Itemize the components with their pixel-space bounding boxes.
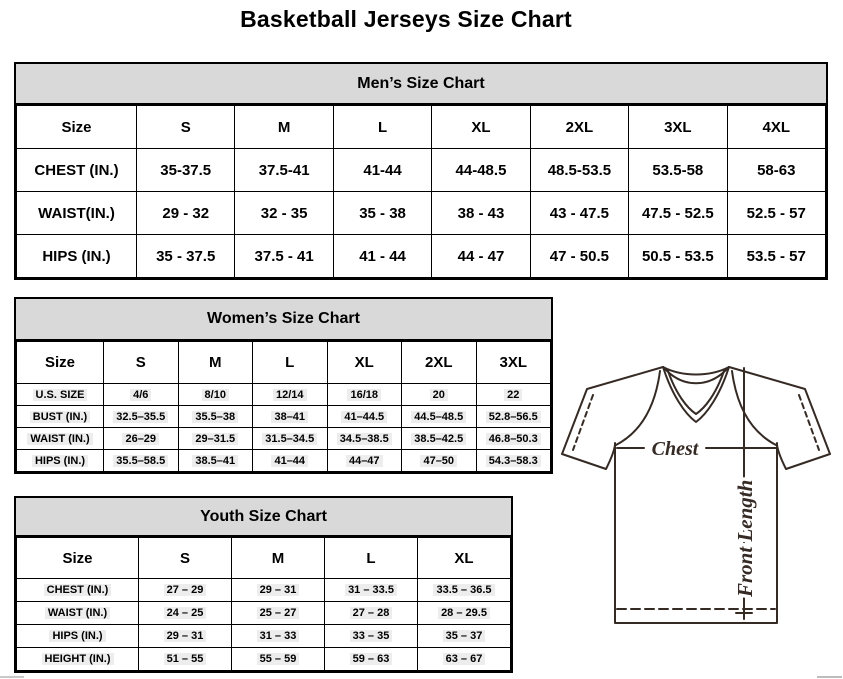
left-sleeve-outline xyxy=(562,367,663,469)
cell-text: BUST (IN.) xyxy=(30,411,90,423)
cell-text: 35.5–58.5 xyxy=(113,455,168,467)
size-value-cell xyxy=(727,149,825,192)
size-value-cell xyxy=(402,450,477,472)
cell-text: 27 – 29 xyxy=(164,584,207,596)
cell-text: 59 – 63 xyxy=(350,653,393,665)
table-row xyxy=(17,450,551,472)
cell-text: WAIST(IN.) xyxy=(38,204,115,222)
size-value-cell xyxy=(253,384,328,406)
size-value-cell xyxy=(530,149,628,192)
cell-text: 41-44 xyxy=(363,161,402,179)
cell-text: 41 - 44 xyxy=(359,247,406,265)
womens-chart-title: Women’s Size Chart xyxy=(16,299,551,341)
column-header: L xyxy=(333,106,431,149)
size-value-cell xyxy=(530,235,628,278)
size-value-cell xyxy=(178,406,253,428)
table-row xyxy=(17,384,551,406)
womens-table xyxy=(16,341,551,472)
cell-text: 37.5 - 41 xyxy=(254,247,314,265)
table-row xyxy=(17,428,551,450)
column-header: XL xyxy=(327,342,402,384)
youth-table xyxy=(16,537,511,671)
scrollbar-fragment-left[interactable] xyxy=(0,676,24,678)
cell-text: 22 xyxy=(504,389,522,401)
cell-text: 31 – 33 xyxy=(257,630,300,642)
column-header: S xyxy=(104,342,179,384)
measurement-annotations xyxy=(617,368,776,619)
cell-text: 29 – 31 xyxy=(164,630,207,642)
cell-text: 58-63 xyxy=(757,161,796,179)
cell-text: 52.8–56.5 xyxy=(486,411,541,423)
size-value-cell xyxy=(325,625,418,648)
size-value-cell xyxy=(629,192,727,235)
row-label-cell xyxy=(17,192,137,235)
cell-text: 35-37.5 xyxy=(160,161,212,179)
collar-back-curve-outer xyxy=(663,367,729,375)
cell-text: 38 - 43 xyxy=(457,204,505,222)
column-header: L xyxy=(325,538,418,579)
size-value-cell xyxy=(402,428,477,450)
cell-text: 20 xyxy=(430,389,448,401)
row-label-cell xyxy=(17,235,137,278)
size-value-cell xyxy=(235,149,333,192)
row-label-cell xyxy=(17,579,139,602)
column-header: M xyxy=(232,538,325,579)
size-value-cell xyxy=(432,192,530,235)
column-header: Size xyxy=(17,342,104,384)
size-value-cell xyxy=(139,602,232,625)
size-value-cell xyxy=(232,579,325,602)
column-header: L xyxy=(253,342,328,384)
table-row xyxy=(17,625,511,648)
size-value-cell xyxy=(727,235,825,278)
size-value-cell xyxy=(104,450,179,472)
size-value-cell xyxy=(139,648,232,671)
size-value-cell xyxy=(253,406,328,428)
size-value-cell xyxy=(232,625,325,648)
cell-text: HIPS (IN.) xyxy=(32,455,88,467)
size-value-cell xyxy=(235,192,333,235)
cell-text: CHEST (IN.) xyxy=(44,584,112,596)
cell-text: 52.5 - 57 xyxy=(746,204,806,222)
cell-text: 33.5 – 36.5 xyxy=(433,584,494,596)
size-value-cell xyxy=(327,450,402,472)
size-value-cell xyxy=(327,428,402,450)
size-value-cell xyxy=(104,384,179,406)
size-value-cell xyxy=(232,602,325,625)
cell-text: 43 - 47.5 xyxy=(549,204,609,222)
cell-text: 24 – 25 xyxy=(164,607,207,619)
row-label-cell xyxy=(17,149,137,192)
cell-text: U.S. SIZE xyxy=(33,389,88,401)
size-value-cell xyxy=(325,602,418,625)
cell-text: 35.5–38 xyxy=(192,411,238,423)
womens-size-chart-table xyxy=(14,297,553,474)
cell-text: 29 - 32 xyxy=(162,204,210,222)
mens-size-chart-table xyxy=(14,62,828,280)
cell-text: 47–50 xyxy=(420,455,457,467)
right-armhole-seam xyxy=(732,371,776,445)
jersey-measurement-diagram xyxy=(557,357,842,652)
scrollbar-fragment-right[interactable] xyxy=(817,676,842,678)
column-header: M xyxy=(178,342,253,384)
mens-chart-title: Men’s Size Chart xyxy=(16,64,826,105)
size-value-cell xyxy=(178,384,253,406)
row-label-cell xyxy=(17,384,104,406)
column-header: 3XL xyxy=(629,106,727,149)
cell-text: 44–47 xyxy=(346,455,383,467)
cell-text: 8/10 xyxy=(202,389,229,401)
table-row xyxy=(17,192,826,235)
header-row xyxy=(17,538,511,579)
cell-text: 35 - 38 xyxy=(359,204,406,222)
youth-chart-title: Youth Size Chart xyxy=(16,498,511,537)
size-value-cell xyxy=(418,625,511,648)
cell-text: 4/6 xyxy=(130,389,151,401)
size-value-cell xyxy=(418,648,511,671)
column-header: 3XL xyxy=(476,342,551,384)
size-value-cell xyxy=(727,192,825,235)
cell-text: 53.5 - 57 xyxy=(746,247,806,265)
womens-table-body xyxy=(17,384,551,472)
mens-table-header xyxy=(17,106,826,149)
size-value-cell xyxy=(333,235,431,278)
cell-text: 35 - 37.5 xyxy=(156,247,216,265)
cell-text: 54.3–58.3 xyxy=(486,455,541,467)
size-value-cell xyxy=(104,428,179,450)
size-value-cell xyxy=(629,149,727,192)
cell-text: CHEST (IN.) xyxy=(34,161,119,179)
size-value-cell xyxy=(327,384,402,406)
column-header: S xyxy=(137,106,235,149)
cell-text: 34.5–38.5 xyxy=(337,433,392,445)
right-cuff-dashed-line xyxy=(799,395,819,450)
size-value-cell xyxy=(418,579,511,602)
size-value-cell xyxy=(253,450,328,472)
cell-text: WAIST (IN.) xyxy=(27,433,92,445)
cell-text: 41–44 xyxy=(271,455,308,467)
cell-text: 25 – 27 xyxy=(257,607,300,619)
size-value-cell xyxy=(476,450,551,472)
left-armhole-seam xyxy=(616,371,660,445)
size-value-cell xyxy=(178,450,253,472)
cell-text: 33 – 35 xyxy=(350,630,393,642)
size-value-cell xyxy=(137,192,235,235)
cell-text: WAIST (IN.) xyxy=(45,607,110,619)
cell-text: 46.8–50.3 xyxy=(486,433,541,445)
page-title: Basketball Jerseys Size Chart xyxy=(240,6,572,32)
column-header: Size xyxy=(17,538,139,579)
cell-text: 38.5–41 xyxy=(192,455,238,467)
cell-text: HIPS (IN.) xyxy=(49,630,105,642)
cell-text: 12/14 xyxy=(273,389,307,401)
table-row xyxy=(17,602,511,625)
womens-table-header xyxy=(17,342,551,384)
size-value-cell xyxy=(530,192,628,235)
cell-text: 37.5-41 xyxy=(258,161,310,179)
cell-text: 26–29 xyxy=(122,433,159,445)
column-header: 2XL xyxy=(530,106,628,149)
cell-text: 29–31.5 xyxy=(192,433,238,445)
size-value-cell xyxy=(432,235,530,278)
cell-text: 35 – 37 xyxy=(443,630,486,642)
column-header: Size xyxy=(17,106,137,149)
column-header: M xyxy=(235,106,333,149)
cell-text: 53.5-58 xyxy=(652,161,704,179)
youth-table-header xyxy=(17,538,511,579)
row-label-cell xyxy=(17,406,104,428)
size-value-cell xyxy=(139,579,232,602)
size-value-cell xyxy=(402,406,477,428)
column-header: 2XL xyxy=(402,342,477,384)
cell-text: 44.5–48.5 xyxy=(411,411,466,423)
cell-text: HIPS (IN.) xyxy=(42,247,111,265)
size-value-cell xyxy=(325,579,418,602)
left-cuff-dashed-line xyxy=(573,395,593,450)
cell-text: 38–41 xyxy=(271,411,308,423)
size-value-cell xyxy=(333,149,431,192)
table-row xyxy=(17,648,511,671)
size-value-cell xyxy=(232,648,325,671)
column-header: XL xyxy=(432,106,530,149)
size-value-cell xyxy=(629,235,727,278)
table-row xyxy=(17,235,826,278)
row-label-cell xyxy=(17,625,139,648)
cell-text: 29 – 31 xyxy=(257,584,300,596)
size-value-cell xyxy=(253,428,328,450)
front-length-label: Front Length xyxy=(733,479,757,597)
size-value-cell xyxy=(137,235,235,278)
cell-text: 50.5 - 53.5 xyxy=(641,247,714,265)
size-value-cell xyxy=(139,625,232,648)
header-row xyxy=(17,106,826,149)
size-value-cell xyxy=(137,149,235,192)
cell-text: HEIGHT (IN.) xyxy=(42,653,114,665)
row-label-cell xyxy=(17,450,104,472)
cell-text: 32.5–35.5 xyxy=(113,411,168,423)
youth-table-body xyxy=(17,579,511,671)
size-value-cell xyxy=(476,384,551,406)
youth-size-chart-table xyxy=(14,496,513,673)
size-value-cell xyxy=(235,235,333,278)
size-value-cell xyxy=(104,406,179,428)
cell-text: 51 – 55 xyxy=(164,653,207,665)
table-row xyxy=(17,406,551,428)
table-row xyxy=(17,579,511,602)
column-header: S xyxy=(139,538,232,579)
cell-text: 27 – 28 xyxy=(350,607,393,619)
size-value-cell xyxy=(476,428,551,450)
size-value-cell xyxy=(327,406,402,428)
table-row xyxy=(17,149,826,192)
header-row xyxy=(17,342,551,384)
cell-text: 31.5–34.5 xyxy=(262,433,317,445)
cell-text: 47 - 50.5 xyxy=(549,247,609,265)
row-label-cell xyxy=(17,602,139,625)
size-value-cell xyxy=(432,149,530,192)
size-value-cell xyxy=(325,648,418,671)
chest-label: Chest xyxy=(651,438,699,460)
mens-table-body xyxy=(17,149,826,278)
jersey-outline-drawing xyxy=(562,367,830,623)
cell-text: 16/18 xyxy=(347,389,381,401)
cell-text: 38.5–42.5 xyxy=(411,433,466,445)
cell-text: 28 – 29.5 xyxy=(438,607,490,619)
cell-text: 41–44.5 xyxy=(341,411,387,423)
cell-text: 55 – 59 xyxy=(257,653,300,665)
size-value-cell xyxy=(476,406,551,428)
cell-text: 63 – 67 xyxy=(443,653,486,665)
cell-text: 48.5-53.5 xyxy=(547,161,612,179)
cell-text: 31 – 33.5 xyxy=(345,584,397,596)
size-value-cell xyxy=(333,192,431,235)
size-value-cell xyxy=(418,602,511,625)
row-label-cell xyxy=(17,648,139,671)
column-header: XL xyxy=(418,538,511,579)
cell-text: 44 - 47 xyxy=(457,247,505,265)
column-header: 4XL xyxy=(727,106,825,149)
size-value-cell xyxy=(178,428,253,450)
row-label-cell xyxy=(17,428,104,450)
cell-text: 44-48.5 xyxy=(455,161,507,179)
size-value-cell xyxy=(402,384,477,406)
cell-text: 32 - 35 xyxy=(260,204,308,222)
mens-table xyxy=(16,105,826,278)
cell-text: 47.5 - 52.5 xyxy=(641,204,714,222)
